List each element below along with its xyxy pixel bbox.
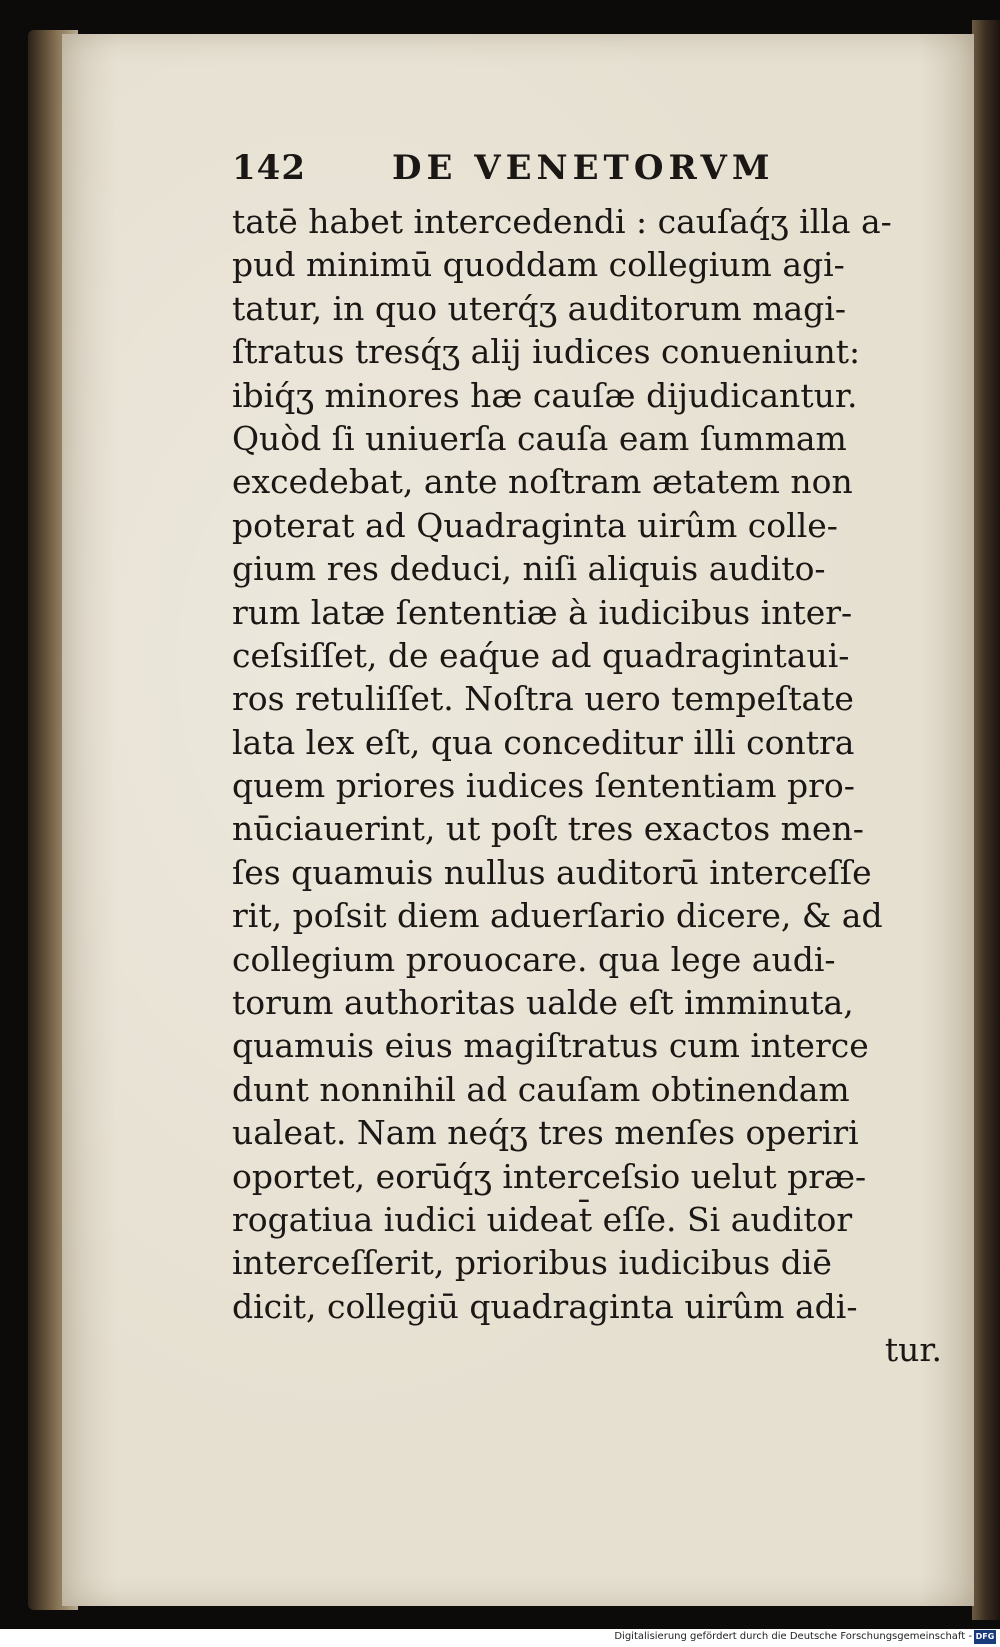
paper-page xyxy=(62,34,974,1606)
text-line: pud minimū quoddam collegium agi- xyxy=(232,245,845,285)
running-head xyxy=(232,148,952,200)
text-line: oportet, eorūq́ʒ interceſsio uelut præ- xyxy=(232,1156,867,1196)
text-line: quamuis eius magiſtratus cum interce xyxy=(232,1026,869,1066)
text-line: rit, poſsit diem aduerſario dicere, & ad xyxy=(232,896,883,936)
page-number: 142 xyxy=(232,148,306,188)
text-block xyxy=(232,148,952,1372)
text-line: ſtratus tresq́ʒ alij iudices conueniunt: xyxy=(232,332,861,372)
text-lines xyxy=(232,200,952,1372)
text-line: ibiq́ʒ minores hæ cauſæ dijudicantur. xyxy=(232,375,858,415)
text-line: nūciauerint, ut poſt tres exactos men- xyxy=(232,809,864,849)
text-line: dicit, collegiū quadraginta uirûm adi- xyxy=(232,1286,858,1326)
funding-credit: Digitalisierung gefördert durch die Deutsche Forschungsgemeinschaft - xyxy=(614,1631,972,1642)
running-head-title: DE VENETORVM xyxy=(392,148,775,188)
text-line: tur. xyxy=(884,1330,942,1370)
text-line: rogatiua iudici uideat̄ eſſe. Si auditor xyxy=(232,1199,853,1239)
text-line: ros retuliſſet. Noſtra uero tempeſtate xyxy=(232,679,854,719)
text-line: tatē habet intercedendi : cauſaq́ʒ illa a- xyxy=(232,202,892,241)
text-line: ſes quamuis nullus auditorū interceſſe xyxy=(232,852,872,892)
text-line: collegium prouocare. qua lege audi- xyxy=(232,939,836,979)
text-line: interceſſerit, prioribus iudicibus diē xyxy=(232,1243,832,1283)
text-line: ceſsiſſet, de eaq́ue ad quadragintaui- xyxy=(232,635,850,675)
text-line: tatur, in quo uterq́ʒ auditorum magi- xyxy=(232,288,847,328)
dfg-logo-badge: DFG xyxy=(974,1630,996,1644)
text-line: poterat ad Quadraginta uirûm colle- xyxy=(232,505,838,545)
text-line: ualeat. Nam neq́ʒ tres menſes operiri xyxy=(232,1113,859,1153)
text-line: rum latæ ſententiæ à iudicibus inter- xyxy=(232,592,853,632)
text-line: quem priores iudices ſententiam pro- xyxy=(232,766,855,806)
text-line: gium res deduci, niſi aliquis audito- xyxy=(232,549,826,589)
text-line: torum authoritas ualde eſt imminuta, xyxy=(232,983,854,1023)
book-page-edges-right xyxy=(972,20,1000,1620)
text-line: Quòd ſi uniuerſa cauſa eam ſummam xyxy=(232,418,847,458)
text-line: excedebat, ante noſtram ætatem non xyxy=(232,462,853,502)
text-line: lata lex eſt, qua conceditur illi contra xyxy=(232,722,855,762)
text-line: dunt nonnihil ad cauſam obtinendam xyxy=(232,1069,850,1109)
